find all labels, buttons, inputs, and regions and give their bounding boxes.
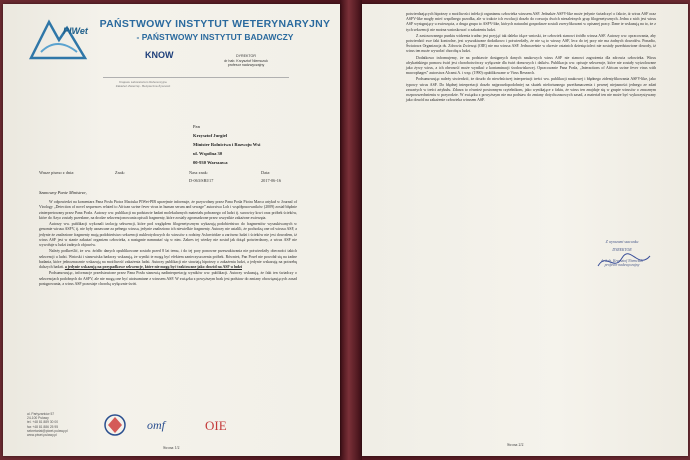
sub-caption (113, 80, 173, 88)
signer-role: profesor nadzwyczajny (604, 263, 640, 268)
address-line: 24-100 Puławy (27, 416, 49, 421)
page-number: Strona 1/2 (163, 445, 180, 450)
pca-emblem-icon (105, 415, 125, 435)
our-ref-value: D-063/SRI/17 (189, 178, 214, 183)
addressee-block (193, 122, 260, 167)
paragraph: Podsumowując należy stwierdzić, że doszło do niewłaściwej interpretacji treści ww. publikacji naukowej i błędnego zidentyfikowania ASFV-like, jako typowy wirus ASF. Do błędnej interpretacji doszło najprawdopodobniej na skutek niefortunnego przetłumaczenia i pewnej niejasności jednego ze zdań zawartych w treści artykułu. Zdarza to również postronnym czytelnikom, jako wynikające z faktu, że wirus ten znajduje się w grupie wirusów o znacznym rozpowszechnieniu w przyrodzie. W związku z powyższym nie ma podstaw do zmiany dotychczasowych zasad, a materiał ten nie może być wykorzystywany jako dowód na zakażenie człowieka wirusem ASF. (406, 77, 656, 103)
signer-title: DYREKTOR (612, 247, 632, 252)
addressee-line: Pan (193, 124, 200, 129)
logo-text: PIWet (63, 26, 88, 36)
date-label: Data: (261, 170, 271, 175)
piwet-logo-icon (27, 18, 89, 62)
paragraph: Dodatkowo informujemy, że na podstawie dostępnych danych naukowych wirus ASF nie stanowi zagrożenia dla zdrowia człowieka. Wirus afrykańskiego pomoru świń jest chorobotwórczy wyłącznie dla świń domowych i dzików. Publikacja ww. opisuje sekwencje, które nie zostały wyizolowane jako żywy wirus, a ich obecność może wynikać z kontaminacji środowiskowej. Opracowanie Pana Posła, „Interactions of African swine fever virus with macrophages” autorstwa Alcami A. i wsp. (1990) opublikowane w Virus Research. (406, 55, 656, 76)
paragraph-text: Należy podkreślić, że ww. źródło danych opublikowane zostało przed 8 lat temu, i do tej pory ponowne przeszukiwania nie potwierdziły obecności takich sekwencji u ludzi. Wnioski i stanowiska badaczy wskazują, że wyniki te mogą być efektem zanieczyszczenia próbek. Również, Pan Poseł nie powołał się na żadne badania, które jednoznacznie wskazują na możliwość zakażenia ludzi. Autorzy publikacji nie stawiają hipotezy o zakażeniu ludzi, a jedynie wskazują na potrzebę dalszych badań. (39, 249, 297, 269)
institute-line2: - PAŃSTWOWY INSTYTUT BADAWCZY (136, 32, 294, 42)
page-number: Strona 2/2 (507, 442, 524, 447)
binder-spine (340, 0, 362, 460)
address-line: www.piwet.pulawy.pl (27, 433, 57, 438)
paragraph: Podsumowując, informacje przedstawione przez Pana Posła stanowią nadinterpretację wyników ww. publikacji. Autorzy wskazują, że fakt ten świadczy o sekwencjach podobnych do ASFV, ale nie mogą one być utożsamiane z wirusem ASF. W związku z powyższym brak jest podstaw do zmiany obowiązujących zasad postępowania, a wirus ASF pozostaje chorobą wyłącznie świń. (39, 271, 297, 286)
highlighted-text: a jedynie wskazują na przypadkowe sekwencje, które nie mogą być traktowane jako dowód na ASF u ludzi (64, 265, 242, 269)
date-value: 2017-06-16 (261, 178, 282, 183)
addressee-line: Minister Rolnictwa i Rozwoju Wsi (193, 142, 261, 147)
oie-logo: OIE (205, 418, 227, 433)
director-name: dr hab. Krzysztof Niemczuk (224, 58, 268, 63)
paragraph: Autorzy ww. publikacji wykonali izolację sekwencji, które pod względem filogenetycznym wykazują podobieństwo do fragmentów wyszukiwanych w genomie wirusa ASFV, tj. nie były uznawane za pełnego wirusa, jedynie znaleziono ich niewielkie fragmenty. Autorzy nie ustalili, że pochodzą one od wirusa ASF, a jedynie że znalezione fragmenty mają podobieństwo sekwencji nukleotydowych do wirusów z rodziny Asfarviridae u zarówno ludzi i ścieków nie jest dowodem, iż wirus ASF jest w stanie zakażać organizm człowieka, a następnie namnażać się w nim. Zakres tej wiedzy nie został jak dotąd potwierdzony, a wirus ASF nie wywołuje u ludzi żadnych objawów. (39, 222, 297, 247)
letter-page-1 (3, 4, 340, 456)
our-ref-label: Nasz znak: (189, 170, 208, 175)
header-divider (103, 77, 289, 78)
paragraph: potwierdzających hipotezy o możliwości infekcji organizmu człowieka wirusem ASF. Jednakże ASFV-like może jedynie świadczyć o fakcie, iż wirus ASF oraz ASFV-like mogły mieć wspólnego przodka, ale w trakcie ich ewolucji doszło do rozwoju dwóch niezależnych grup filogenetycznych. Jedna z nich jest wirus ASF występujący u zwierzęcia, a druga grupa to ASFV-like, których naturalni gospodarze zostali zweryfikowani w opisanej pracy. Dane te wskazują na to, że z tych sekwencji nie można wnioskować o zakażeniu ludzi. (406, 12, 656, 32)
address-line: fax +48 81 886 25 95 (27, 424, 59, 429)
letter-page-2 (362, 4, 688, 456)
footer-logos (95, 412, 325, 438)
salutation: Szanowny Panie Ministrze, (39, 190, 87, 195)
institute-line1: PAŃSTWOWY INSTYTUT WETERYNARYJNY (99, 18, 331, 30)
your-ref-label: Znak: (115, 170, 126, 175)
signature-scribble-icon (594, 248, 654, 276)
sub-line2: Zakażeń Zwierząt - Bezpieczna Żywność (115, 84, 171, 88)
director-block (211, 54, 281, 68)
letter-body-page2 (406, 12, 656, 104)
footer-address (27, 412, 68, 437)
sub-line1: Krajowe Laboratorium Referencyjne (119, 80, 167, 84)
paragraph: W odpowiedzi na komentarz Pana Posła Piotra Maciuka PIWet-PIB uprzejmie informuje, że przywołany przez Pana Posła Piotra Marca artykuł w Journal of Virology „Detection of novel sequences related to African swine fever virus in human serum and sewage” autorstwa Loh i współpracowników (2009) został błędnie zinterpretowany przez Pana Posła. Autorzy ww. publikacji na podstawie badań molekularnych materiału pobranego od ludzi tj. surowicy krwi oraz próbek ścieków, które do Azyo zostały przesłane, na drodze sekwencjonowania opisali fragmenty, które zostały zgromadzone przez wszystkie zakażone zwierzęta. (39, 200, 297, 220)
kno-label: KNOW (145, 50, 174, 60)
addressee-line: Krzysztof Jurgiel (193, 133, 228, 138)
institute-name (95, 18, 335, 42)
addressee-line: ul. Wspólna 30 (193, 151, 223, 156)
director-role: profesor nadzwyczajny (227, 63, 265, 67)
address-line: sekretariat@piwet.pulawy.pl (27, 428, 68, 433)
director-title: DYREKTOR (236, 54, 256, 58)
kno-logo (145, 50, 174, 60)
address-line: tel. +48 81 889 30 00 (27, 420, 59, 425)
letter-body-page1 (39, 200, 297, 288)
paragraph: Z zastosowanego punktu widzenia trudno jest przyjąć tak daleko idące wnioski, że człowiek stanowi źródło wirusa ASF. Autorzy ww. opracowania, aby potwierdzić swe fakt kontrolne, jest wyszukiwane dodatkowo i potwierdziły, że nie są to wirusy ASF, lecz do tej pory nie ma żadnych dowodów. Ponadto, Światowa Organizacja ds. Zdrowia Zwierząt (OIE) nie ma wirusa ASF. Jednocześnie w okresie ostatnich dziesięcioleci nie zostały przedstawione dowody, iż wirus ten może wywołać chorobę u ludzi. (406, 33, 656, 54)
paragraph (39, 249, 297, 270)
address-line: al. Partyzantów 57 (27, 412, 55, 416)
addressee-line: 00-930 Warszawa (193, 160, 228, 165)
your-letter-label: Wasze pismo z dnia: (39, 170, 75, 175)
signer-name: dr hab. Krzysztof Niemczuk (601, 258, 643, 263)
closing: Z wyrazami szacunku (605, 240, 639, 244)
omf-logo: omf (147, 418, 165, 432)
